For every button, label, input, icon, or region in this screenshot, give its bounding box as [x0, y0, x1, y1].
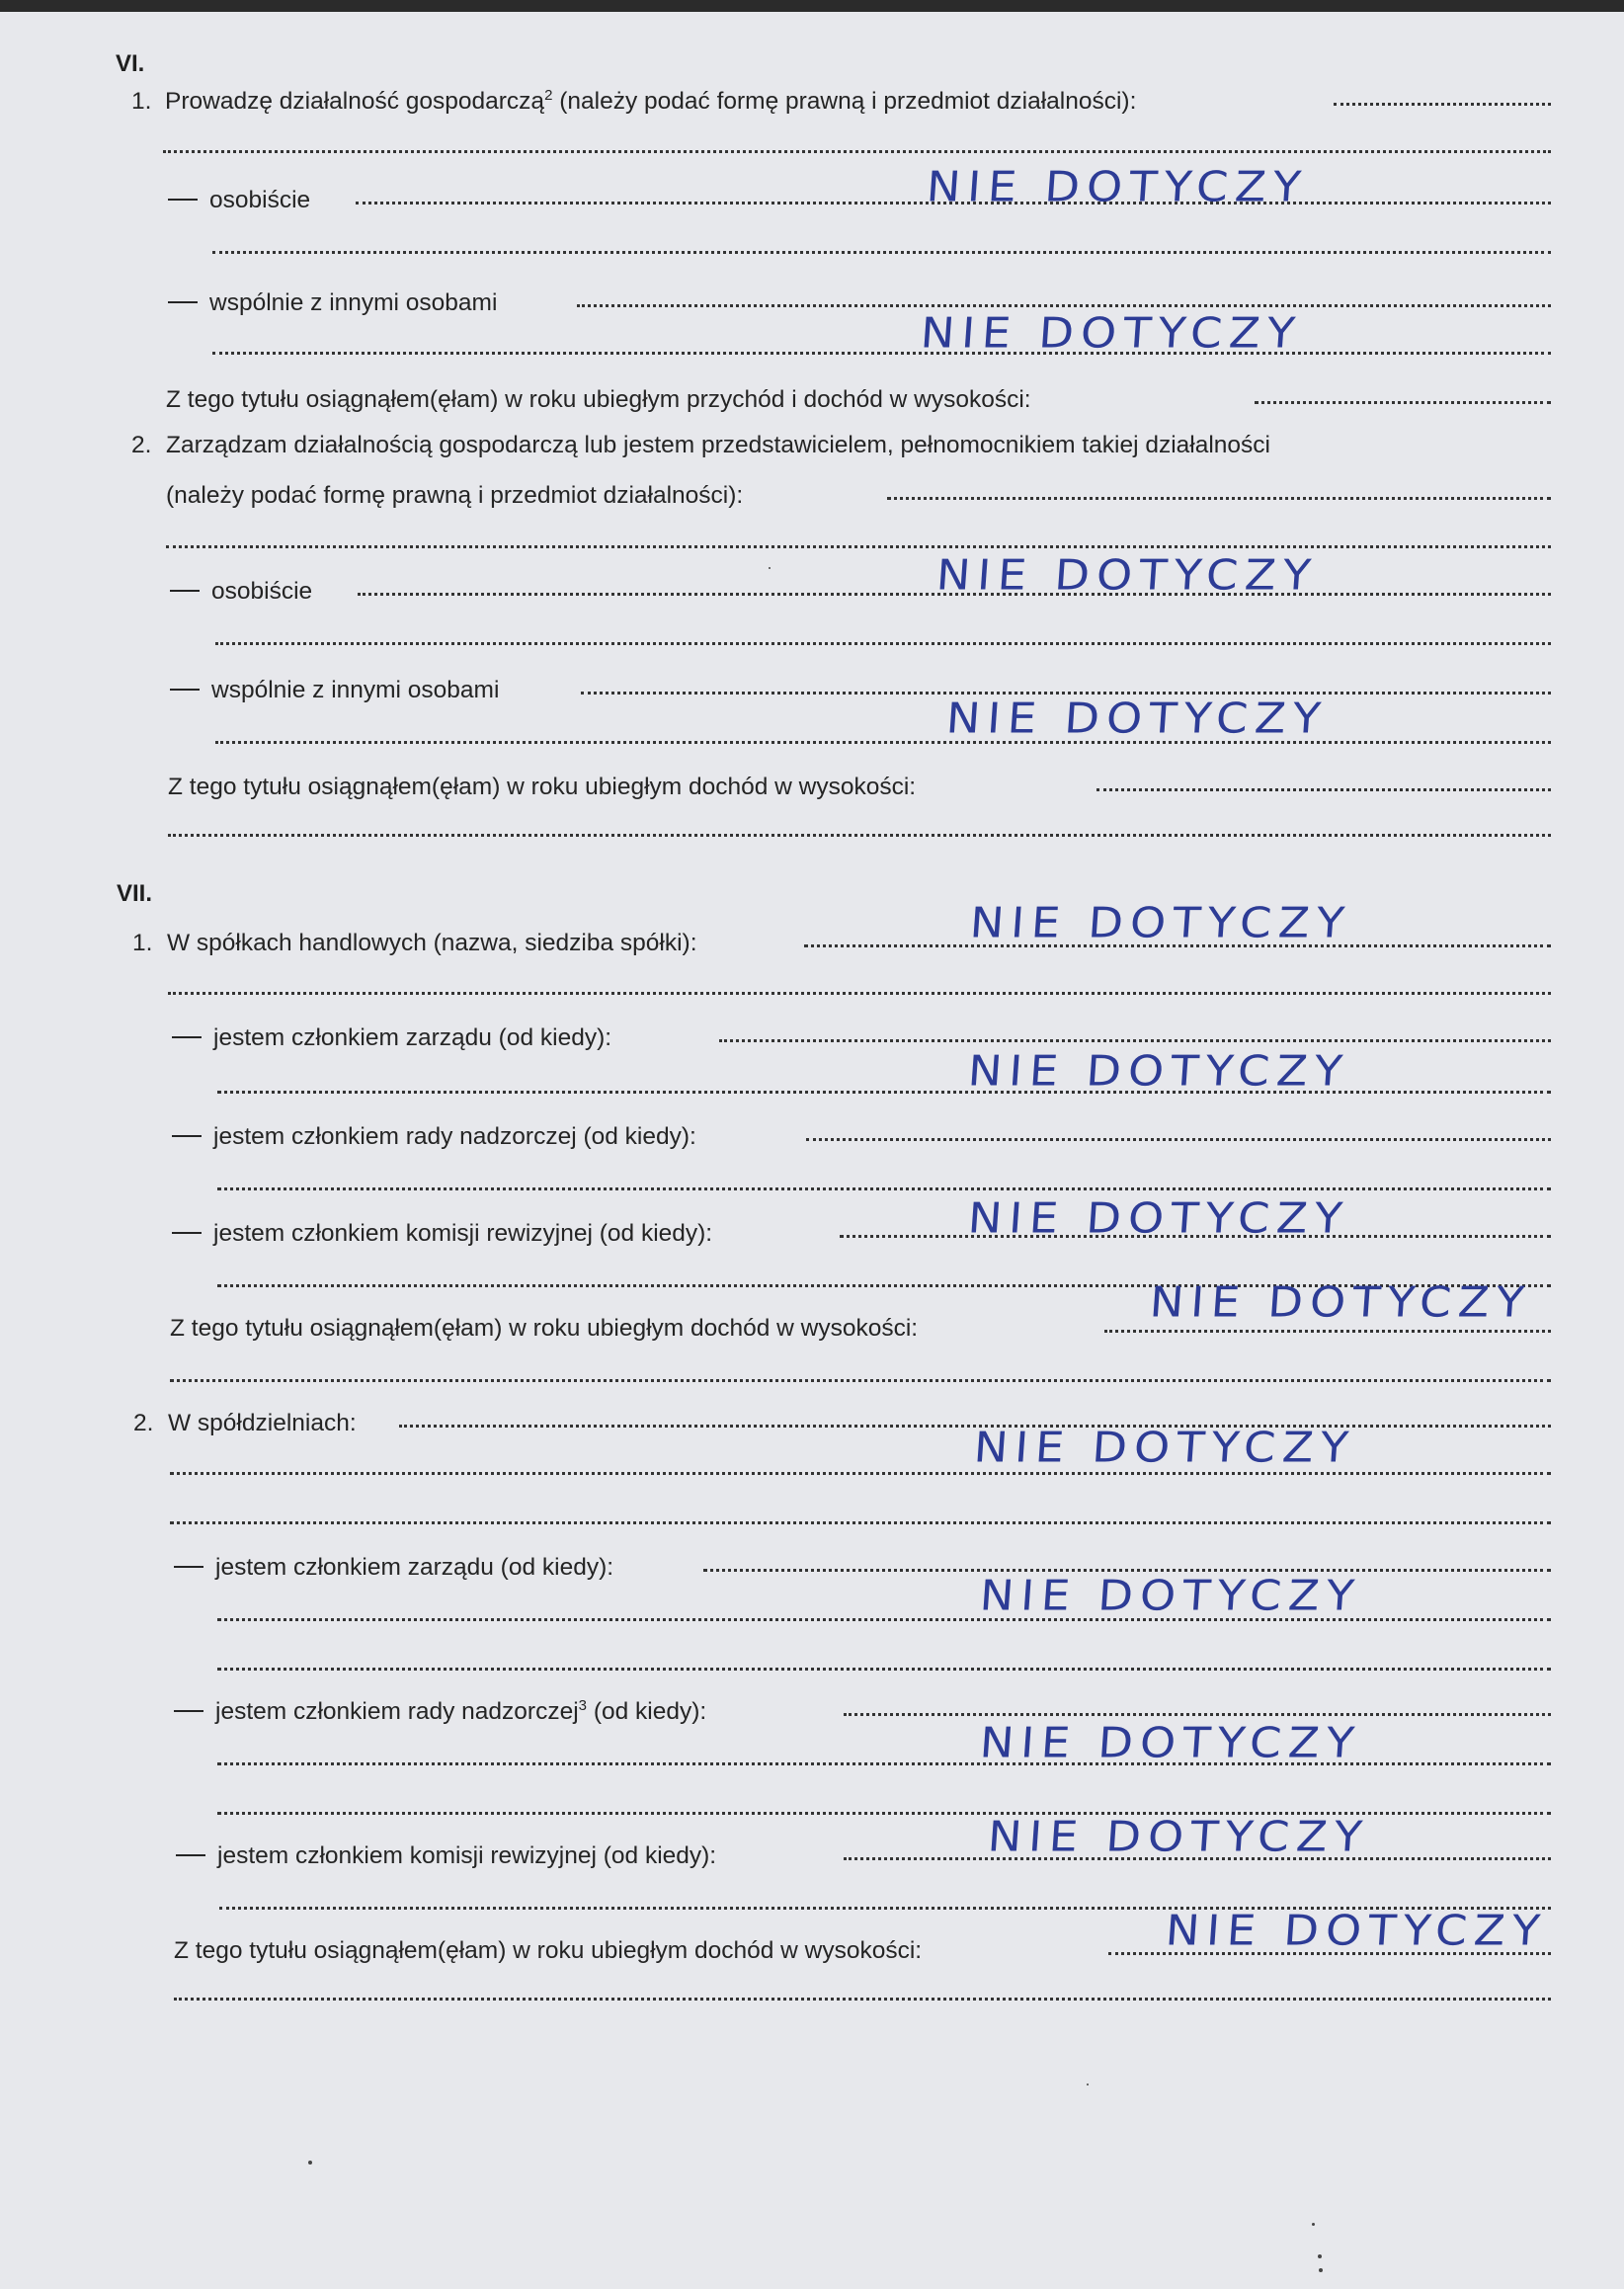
vi-item2-income-fill-line-2 [168, 834, 1551, 837]
vi-item1-jointly-label: wspólnie z innymi osobami [168, 288, 497, 318]
scan-speck [769, 567, 771, 569]
vi-item2-personally-fill-line-2 [215, 642, 1551, 645]
vii-item2-board-handwritten-answer: NIE DOTYCZY [978, 1571, 1363, 1620]
vi-item2-personally-handwritten-answer: NIE DOTYCZY [934, 550, 1320, 600]
vi-item1-label: Prowadzę działalność gospodarczą$^2$ (należy podać formę prawną i przedmiot działalności): [165, 86, 1137, 115]
scan-speck [1319, 2268, 1323, 2272]
vii-item2-supervisory-label: jestem członkiem rady nadzorczej$^3$ (od kiedy): [174, 1697, 706, 1727]
vi-item1-fill-line-1 [1334, 103, 1551, 106]
vii-item1-handwritten-answer: NIE DOTYCZY [968, 898, 1353, 947]
section-vii-heading: VII. [117, 880, 153, 907]
scan-speck [1318, 2254, 1322, 2258]
vii-item2-fill-line-3 [170, 1521, 1551, 1524]
vi-item2-jointly-fill-line-2 [215, 741, 1551, 744]
vi-item2-personally-label: osobiście [170, 577, 312, 607]
vi-item1-personally-label: osobiście [168, 186, 310, 215]
vii-item2-audit-handwritten-answer: NIE DOTYCZY [986, 1812, 1371, 1861]
vii-item2-board-label: jestem członkiem zarządu (od kiedy): [174, 1553, 613, 1583]
vi-item1-fill-line-2 [163, 150, 1551, 153]
vi-item1-income-fill-line [1255, 401, 1551, 404]
vi-item2-income-fill-line [1096, 788, 1551, 791]
vii-item1-board-handwritten-answer: NIE DOTYCZY [966, 1046, 1351, 1096]
vi-item2-fill-line-2 [166, 545, 1551, 548]
vii-item2-board-fill-line-3 [217, 1668, 1551, 1671]
vii-item1-income-fill-line-2 [170, 1379, 1551, 1382]
vi-item1-income-label: Z tego tytułu osiągnąłem(ęłam) w roku ubiegłym przychód i dochód w wysokości: [166, 386, 1031, 413]
vii-item2-audit-label: jestem członkiem komisji rewizyjnej (od kiedy): [176, 1841, 716, 1871]
vii-item2-supervisory-fill-line-2 [217, 1762, 1551, 1765]
vi-item2-jointly-handwritten-answer: NIE DOTYCZY [944, 694, 1330, 743]
vii-item1-label: W spółkach handlowych (nazwa, siedziba spółki): [167, 930, 697, 956]
vii-item2-income-handwritten-answer: NIE DOTYCZY [1164, 1906, 1549, 1955]
vii-item1-fill-line-2 [168, 992, 1551, 995]
vii-item2-number: 2. [133, 1410, 154, 1436]
vi-item2-label-line1: Zarządzam działalnością gospodarczą lub jestem przedstawicielem, pełnomocnikiem takiej działalności [166, 432, 1270, 458]
vii-item1-income-label: Z tego tytułu osiągnąłem(ęłam) w roku ubiegłym dochód w wysokości: [170, 1315, 919, 1342]
vii-item2-label: W spółdzielniach: [168, 1410, 357, 1436]
vi-item1-jointly-fill-line-2 [212, 352, 1551, 355]
vii-item2-supervisory-handwritten-answer: NIE DOTYCZY [978, 1718, 1363, 1767]
vi-item1-personally-fill-line-2 [212, 251, 1551, 254]
vi-item2-income-label: Z tego tytułu osiągnąłem(ęłam) w roku ubiegłym dochód w wysokości: [168, 774, 917, 800]
vi-item1-jointly-handwritten-answer: NIE DOTYCZY [919, 308, 1304, 358]
scan-speck [1087, 2084, 1089, 2085]
document-page [0, 12, 1624, 2289]
vii-item2-handwritten-answer: NIE DOTYCZY [972, 1423, 1357, 1472]
vii-item2-board-fill-line-2 [217, 1618, 1551, 1621]
vii-item1-supervisory-label: jestem członkiem rady nadzorczej (od kiedy): [172, 1122, 696, 1152]
vii-item1-supervisory-fill-line-2 [217, 1187, 1551, 1190]
vii-item1-audit-label: jestem członkiem komisji rewizyjnej (od kiedy): [172, 1219, 712, 1249]
vi-item1-jointly-fill-line [577, 304, 1551, 307]
scan-speck [308, 2161, 312, 2165]
vii-item1-income-handwritten-answer: NIE DOTYCZY [1148, 1277, 1533, 1327]
vi-item2-jointly-label: wspólnie z innymi osobami [170, 676, 499, 705]
vi-item2-fill-line-1 [887, 497, 1551, 500]
vii-item1-income-fill-line [1104, 1330, 1551, 1333]
vii-item2-fill-line-2 [170, 1472, 1551, 1475]
vi-item2-label-line2: (należy podać formę prawną i przedmiot działalności): [166, 482, 744, 509]
vii-item1-board-fill-line [719, 1039, 1551, 1042]
section-vi-heading: VI. [116, 50, 145, 77]
vii-item1-number: 1. [132, 930, 153, 956]
scan-speck [1312, 2223, 1315, 2226]
vi-item2-number: 2. [131, 432, 152, 458]
vii-item1-supervisory-fill-line [806, 1138, 1551, 1141]
vi-item1-personally-handwritten-answer: NIE DOTYCZY [925, 162, 1310, 211]
vii-item2-income-label: Z tego tytułu osiągnąłem(ęłam) w roku ubiegłym dochód w wysokości: [174, 1937, 923, 1964]
vii-item1-board-fill-line-2 [217, 1091, 1551, 1094]
vii-item2-supervisory-fill-line [844, 1713, 1551, 1716]
vi-item1-number: 1. [131, 88, 152, 115]
vii-item2-income-fill-line-2 [174, 1998, 1551, 2001]
vii-item1-audit-handwritten-answer: NIE DOTYCZY [966, 1193, 1351, 1243]
vii-item1-board-label: jestem członkiem zarządu (od kiedy): [172, 1023, 611, 1053]
